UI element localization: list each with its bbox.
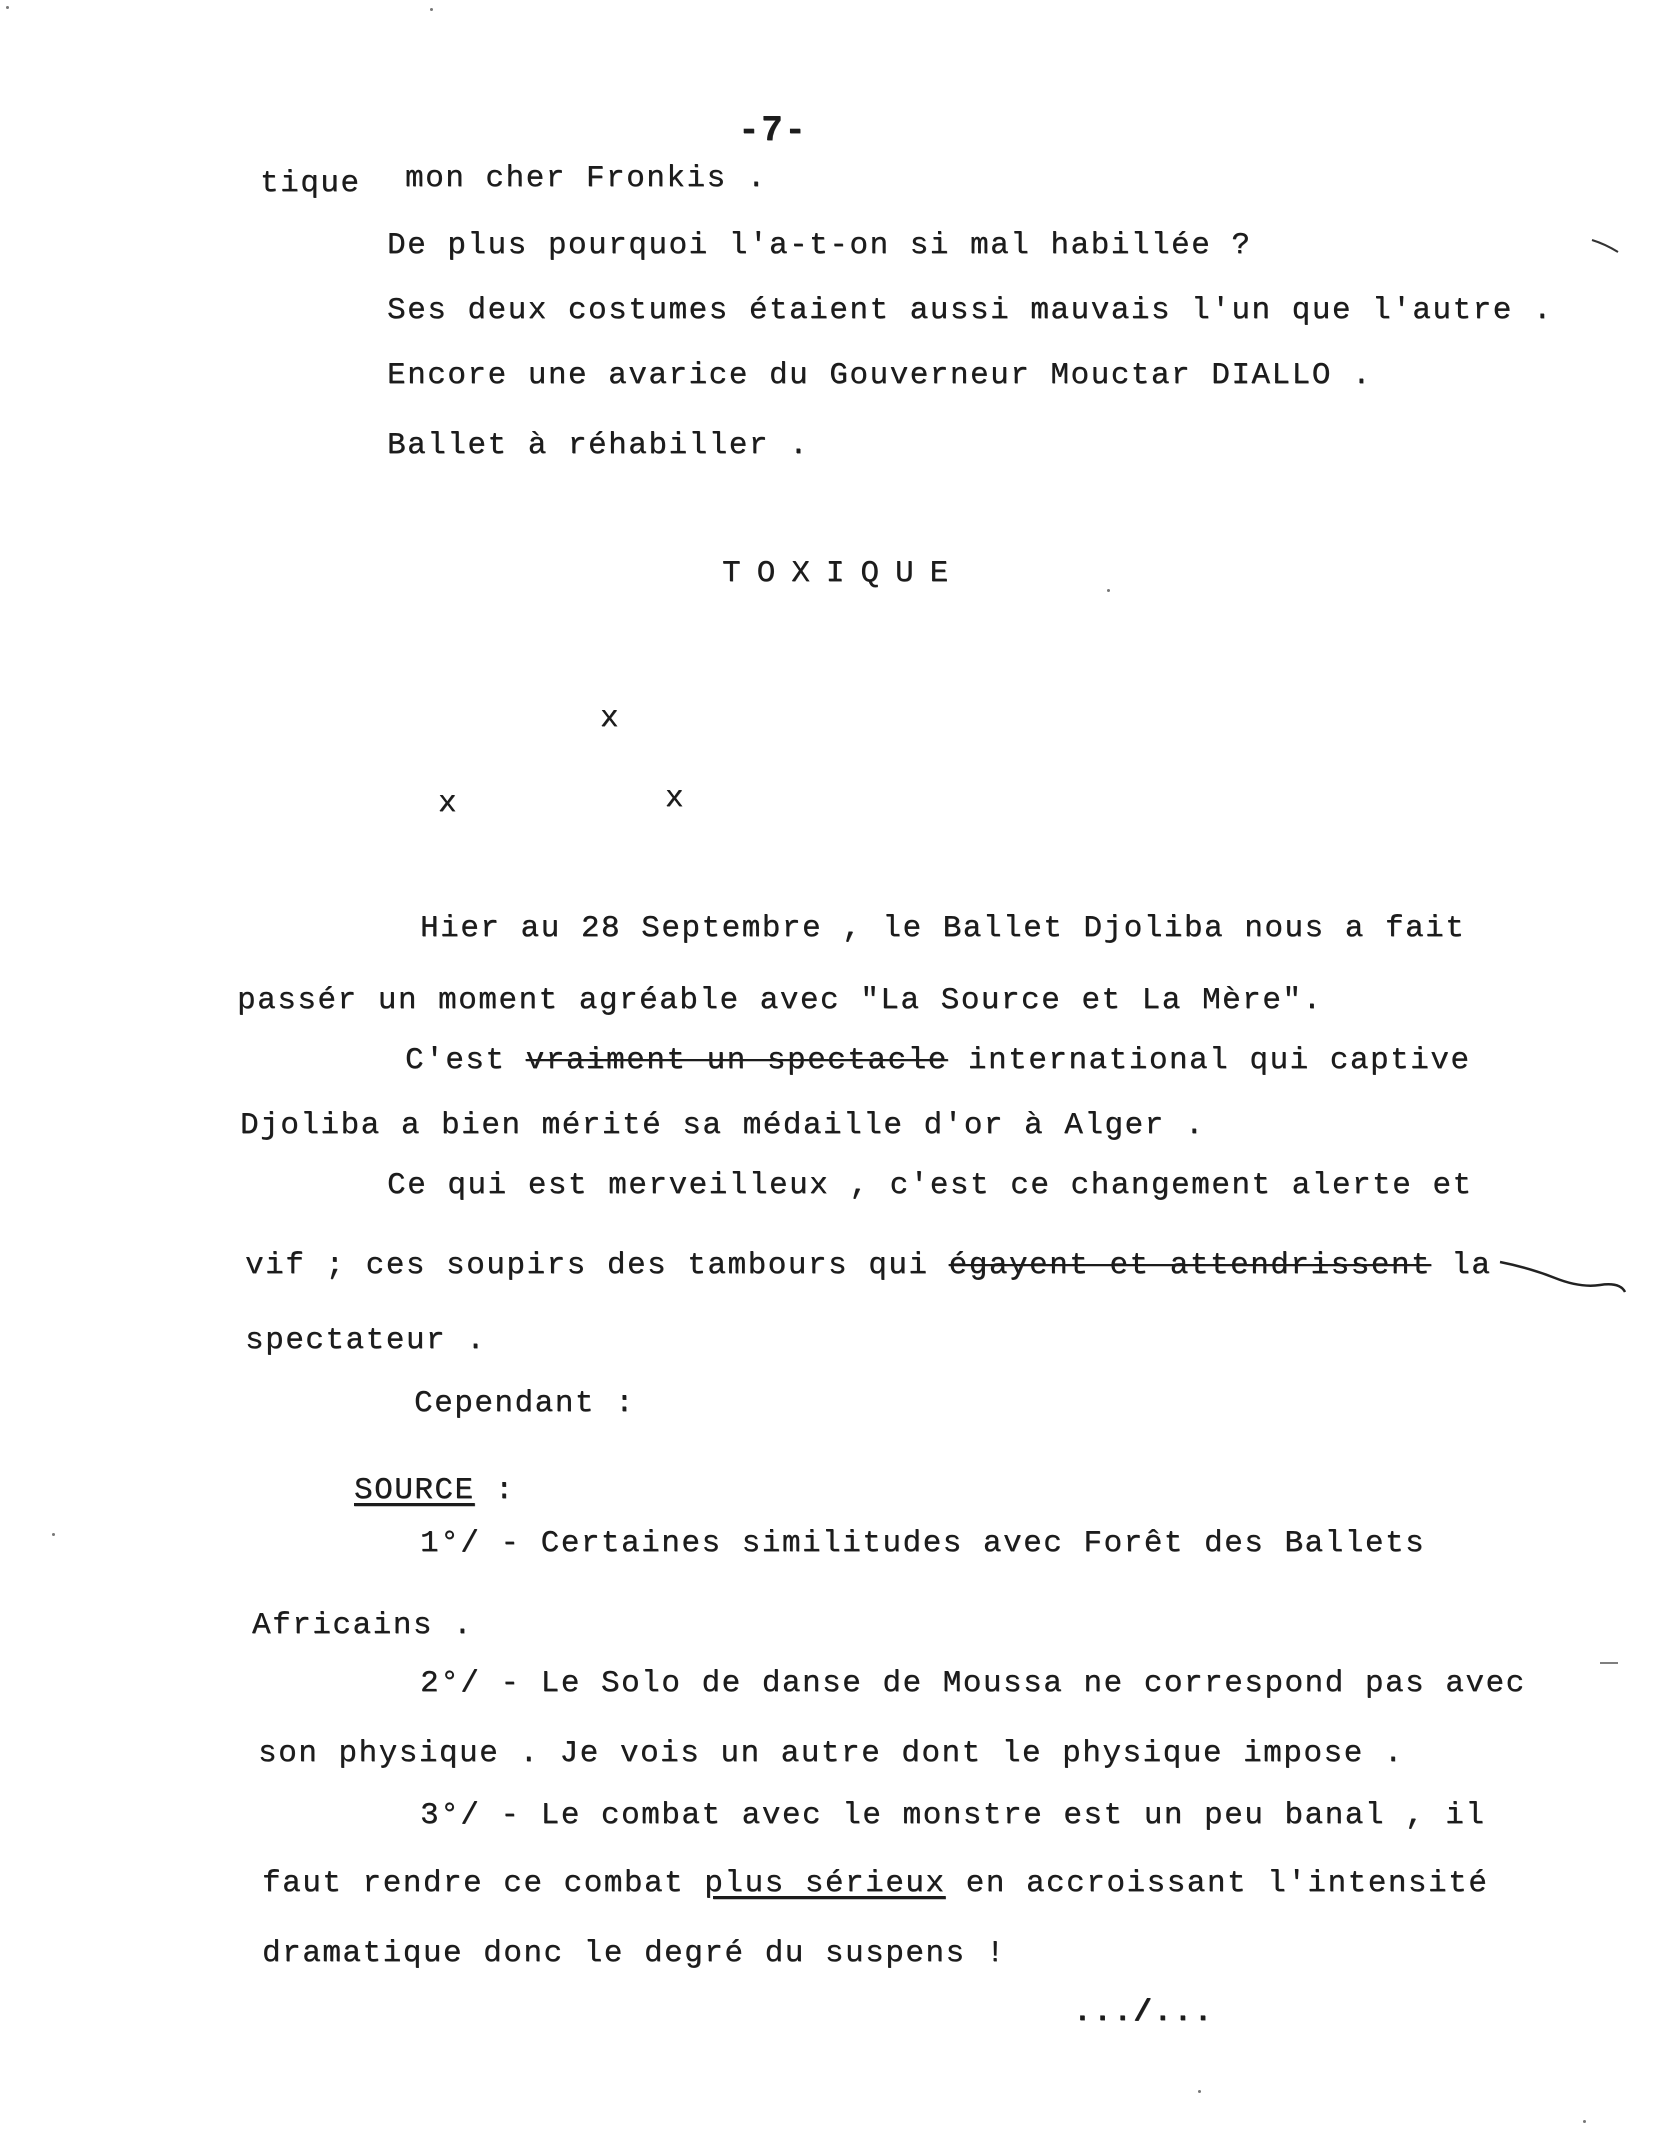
text-line: mon cher Fronkis . [405, 161, 767, 196]
text-line: Encore une avarice du Gouverneur Mouctar DIALLO . [387, 358, 1373, 393]
list-item: 3°/ - Le combat avec le monstre est un peu banal , il [420, 1798, 1486, 1833]
text-line: Cependant : [414, 1386, 636, 1421]
text-line: Ses deux costumes étaient aussi mauvais l'un que l'autre . [387, 293, 1553, 328]
text-line: passér un moment agréable avec "La Source et La Mère". [237, 983, 1323, 1018]
text-line: tique [260, 166, 361, 201]
speck [1198, 2090, 1201, 2093]
page-number: -7- [738, 110, 808, 151]
subheading-label: SOURCE [354, 1473, 475, 1508]
separator-mark: x [438, 786, 459, 821]
underlined-text: plus sérieux [704, 1866, 946, 1901]
continuation-mark: .../... [1073, 1995, 1214, 2030]
text-segment: international qui captive [947, 1043, 1471, 1078]
text-line: De plus pourquoi l'a-t-on si mal habillée ? [387, 228, 1252, 263]
text-line: spectateur . [245, 1323, 487, 1358]
text-line: Djoliba a bien mérité sa médaille d'or à Alger . [240, 1108, 1205, 1143]
speck [1583, 2120, 1586, 2123]
list-item-continuation: dramatique donc le degré du suspens ! [262, 1936, 1006, 1971]
section-heading: TOXIQUE [722, 556, 965, 591]
text-segment: : [474, 1473, 515, 1508]
struck-text: égayent et attendrissent [948, 1248, 1432, 1283]
margin-scribble [1592, 240, 1618, 252]
text-line: Ce qui est merveilleux , c'est ce changement alerte et [387, 1168, 1473, 1203]
text-segment: C'est [405, 1043, 526, 1078]
text-line: Ballet à réhabiller . [387, 428, 810, 463]
text-segment: en accroissant l'intensité [945, 1866, 1489, 1901]
text-segment: vif ; ces soupirs des tambours qui [245, 1248, 949, 1283]
separator-mark: x [665, 781, 686, 816]
margin-scribble [1500, 1262, 1625, 1292]
list-item-continuation: son physique . Je vois un autre dont le physique impose . [258, 1736, 1404, 1771]
list-item-continuation: Africains . [252, 1608, 474, 1643]
text-line [405, 1045, 1470, 1076]
speck [52, 1533, 55, 1536]
text-segment: la [1431, 1248, 1492, 1283]
text-line: Hier au 28 Septembre , le Ballet Djoliba nous a fait [420, 911, 1466, 946]
separator-mark: x [600, 701, 621, 736]
struck-text: vraiment un spectacle [525, 1043, 948, 1078]
subheading [354, 1475, 515, 1506]
speck [430, 8, 433, 11]
text-segment: faut rendre ce combat [262, 1866, 705, 1901]
list-item: 1°/ - Certaines similitudes avec Forêt des Ballets [420, 1526, 1426, 1561]
list-item-continuation [262, 1868, 1488, 1899]
list-item: 2°/ - Le Solo de danse de Moussa ne correspond pas avec [420, 1666, 1526, 1701]
text-line [245, 1250, 1491, 1281]
speck [1107, 589, 1110, 592]
speck [6, 6, 9, 9]
